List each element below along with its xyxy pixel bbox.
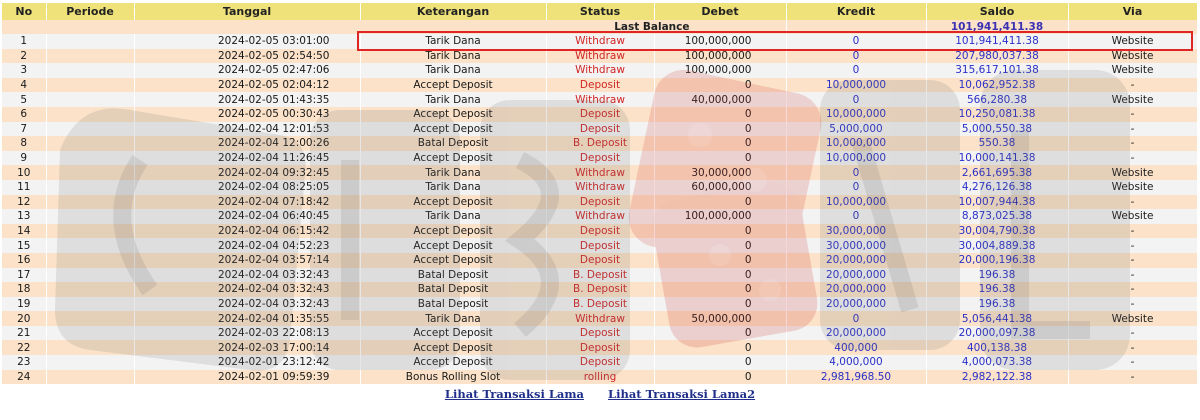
cell-no: 16	[2, 253, 46, 268]
cell-kredit: 20,000,000	[786, 282, 926, 297]
cell-tanggal: 2024-02-04 06:40:45	[134, 209, 360, 224]
cell-tanggal: 2024-02-05 02:54:50	[134, 49, 360, 64]
cell-keterangan: Tarik Dana	[360, 63, 546, 78]
cell-via: -	[1068, 297, 1197, 312]
cell-keterangan: Batal Deposit	[360, 136, 546, 151]
cell-status: Deposit	[546, 238, 654, 253]
cell-saldo: 207,980,037.38	[926, 49, 1068, 64]
cell-tanggal: 2024-02-04 03:57:14	[134, 253, 360, 268]
cell-status: B. Deposit	[546, 297, 654, 312]
cell-debet: 100,000,000	[654, 49, 786, 64]
cell-saldo: 5,056,441.38	[926, 311, 1068, 326]
cell-status: Withdraw	[546, 311, 654, 326]
cell-kredit: 0	[786, 209, 926, 224]
cell-status: Withdraw	[546, 92, 654, 107]
cell-no: 22	[2, 340, 46, 355]
header-keterangan: Keterangan	[360, 3, 546, 20]
last-balance-label: Last Balance	[2, 20, 786, 34]
cell-saldo: 20,000,097.38	[926, 326, 1068, 341]
cell-via: Website	[1068, 165, 1197, 180]
cell-status: rolling	[546, 370, 654, 385]
cell-via: -	[1068, 268, 1197, 283]
cell-periode	[46, 238, 134, 253]
cell-kredit: 10,000,000	[786, 78, 926, 93]
cell-saldo: 10,062,952.38	[926, 78, 1068, 93]
cell-via: Website	[1068, 49, 1197, 64]
cell-no: 9	[2, 151, 46, 166]
cell-status: Deposit	[546, 326, 654, 341]
table-row	[2, 340, 1197, 355]
cell-no: 7	[2, 122, 46, 137]
cell-periode	[46, 282, 134, 297]
cell-no: 14	[2, 224, 46, 239]
cell-keterangan: Tarik Dana	[360, 34, 546, 49]
cell-debet: 0	[654, 355, 786, 370]
cell-debet: 100,000,000	[654, 63, 786, 78]
cell-periode	[46, 224, 134, 239]
cell-via: -	[1068, 370, 1197, 385]
cell-tanggal: 2024-02-04 06:15:42	[134, 224, 360, 239]
cell-periode	[46, 326, 134, 341]
cell-periode	[46, 165, 134, 180]
table-row	[2, 297, 1197, 312]
header-debet: Debet	[654, 3, 786, 20]
cell-saldo: 566,280.38	[926, 92, 1068, 107]
cell-status: Withdraw	[546, 63, 654, 78]
cell-saldo: 550.38	[926, 136, 1068, 151]
cell-kredit: 0	[786, 92, 926, 107]
cell-kredit: 0	[786, 49, 926, 64]
cell-no: 24	[2, 370, 46, 385]
table-row	[2, 78, 1197, 93]
cell-kredit: 4,000,000	[786, 355, 926, 370]
cell-via: -	[1068, 122, 1197, 137]
cell-via: -	[1068, 107, 1197, 122]
cell-periode	[46, 78, 134, 93]
cell-keterangan: Tarik Dana	[360, 49, 546, 64]
cell-periode	[46, 268, 134, 283]
cell-kredit: 30,000,000	[786, 238, 926, 253]
table-row	[2, 253, 1197, 268]
cell-saldo: 30,004,790.38	[926, 224, 1068, 239]
cell-keterangan: Accept Deposit	[360, 151, 546, 166]
cell-debet: 0	[654, 136, 786, 151]
cell-tanggal: 2024-02-03 17:00:14	[134, 340, 360, 355]
cell-kredit: 2,981,968.50	[786, 370, 926, 385]
cell-keterangan: Batal Deposit	[360, 297, 546, 312]
cell-via: Website	[1068, 209, 1197, 224]
cell-no: 15	[2, 238, 46, 253]
cell-via: Website	[1068, 311, 1197, 326]
cell-saldo: 2,661,695.38	[926, 165, 1068, 180]
cell-kredit: 20,000,000	[786, 297, 926, 312]
cell-no: 4	[2, 78, 46, 93]
cell-via: -	[1068, 136, 1197, 151]
table-row	[2, 195, 1197, 210]
cell-via: -	[1068, 340, 1197, 355]
link-lihat-transaksi-lama2[interactable]: Lihat Transaksi Lama2	[608, 387, 756, 401]
cell-status: Withdraw	[546, 209, 654, 224]
table-row	[2, 268, 1197, 283]
cell-tanggal: 2024-02-01 23:12:42	[134, 355, 360, 370]
history-links	[0, 387, 1200, 401]
cell-status: Deposit	[546, 355, 654, 370]
cell-keterangan: Tarik Dana	[360, 180, 546, 195]
cell-tanggal: 2024-02-01 09:59:39	[134, 370, 360, 385]
cell-periode	[46, 340, 134, 355]
cell-kredit: 20,000,000	[786, 268, 926, 283]
table-row	[2, 107, 1197, 122]
cell-tanggal: 2024-02-04 03:32:43	[134, 297, 360, 312]
table-row	[2, 238, 1197, 253]
cell-status: B. Deposit	[546, 282, 654, 297]
cell-periode	[46, 122, 134, 137]
cell-no: 21	[2, 326, 46, 341]
cell-kredit: 0	[786, 180, 926, 195]
cell-periode	[46, 49, 134, 64]
cell-periode	[46, 297, 134, 312]
cell-debet: 0	[654, 297, 786, 312]
cell-keterangan: Accept Deposit	[360, 122, 546, 137]
link-lihat-transaksi-lama[interactable]: Lihat Transaksi Lama	[444, 387, 584, 401]
cell-saldo: 10,000,141.38	[926, 151, 1068, 166]
cell-periode	[46, 136, 134, 151]
cell-via: -	[1068, 78, 1197, 93]
cell-saldo: 101,941,411.38	[926, 34, 1068, 49]
cell-kredit: 10,000,000	[786, 107, 926, 122]
cell-debet: 0	[654, 151, 786, 166]
cell-via: -	[1068, 326, 1197, 341]
cell-periode	[46, 107, 134, 122]
cell-via: -	[1068, 253, 1197, 268]
cell-kredit: 400,000	[786, 340, 926, 355]
cell-periode	[46, 195, 134, 210]
cell-kredit: 5,000,000	[786, 122, 926, 137]
table-row	[2, 355, 1197, 370]
cell-keterangan: Tarik Dana	[360, 165, 546, 180]
cell-kredit: 0	[786, 165, 926, 180]
cell-keterangan: Batal Deposit	[360, 268, 546, 283]
cell-status: Deposit	[546, 340, 654, 355]
cell-debet: 0	[654, 238, 786, 253]
cell-tanggal: 2024-02-05 00:30:43	[134, 107, 360, 122]
cell-status: Withdraw	[546, 49, 654, 64]
cell-periode	[46, 209, 134, 224]
header-kredit: Kredit	[786, 3, 926, 20]
cell-debet: 100,000,000	[654, 209, 786, 224]
cell-saldo: 20,000,196.38	[926, 253, 1068, 268]
cell-no: 3	[2, 63, 46, 78]
cell-keterangan: Tarik Dana	[360, 311, 546, 326]
cell-status: Deposit	[546, 107, 654, 122]
cell-via: Website	[1068, 92, 1197, 107]
cell-kredit: 10,000,000	[786, 151, 926, 166]
cell-status: Deposit	[546, 122, 654, 137]
cell-tanggal: 2024-02-04 08:25:05	[134, 180, 360, 195]
cell-no: 5	[2, 92, 46, 107]
cell-saldo: 4,276,126.38	[926, 180, 1068, 195]
cell-via: -	[1068, 195, 1197, 210]
table-row	[2, 282, 1197, 297]
cell-tanggal: 2024-02-04 03:32:43	[134, 282, 360, 297]
header-saldo: Saldo	[926, 3, 1068, 20]
header-status: Status	[546, 3, 654, 20]
cell-no: 10	[2, 165, 46, 180]
cell-kredit: 20,000,000	[786, 253, 926, 268]
cell-tanggal: 2024-02-04 03:32:43	[134, 268, 360, 283]
cell-no: 2	[2, 49, 46, 64]
cell-via: -	[1068, 355, 1197, 370]
table-row	[2, 180, 1197, 195]
cell-debet: 0	[654, 268, 786, 283]
cell-periode	[46, 311, 134, 326]
cell-via: -	[1068, 151, 1197, 166]
cell-tanggal: 2024-02-04 07:18:42	[134, 195, 360, 210]
cell-via: Website	[1068, 180, 1197, 195]
cell-via: -	[1068, 238, 1197, 253]
cell-status: Withdraw	[546, 165, 654, 180]
cell-debet: 50,000,000	[654, 311, 786, 326]
transaction-table	[2, 3, 1198, 384]
table-row	[2, 151, 1197, 166]
cell-saldo: 8,873,025.38	[926, 209, 1068, 224]
cell-status: Deposit	[546, 195, 654, 210]
cell-no: 17	[2, 268, 46, 283]
cell-keterangan: Accept Deposit	[360, 224, 546, 239]
header-via: Via	[1068, 3, 1197, 20]
cell-saldo: 196.38	[926, 282, 1068, 297]
cell-periode	[46, 92, 134, 107]
cell-status: Withdraw	[546, 180, 654, 195]
table-row	[2, 209, 1197, 224]
header-tanggal: Tanggal	[134, 3, 360, 20]
cell-keterangan: Batal Deposit	[360, 282, 546, 297]
cell-via: -	[1068, 224, 1197, 239]
cell-debet: 40,000,000	[654, 92, 786, 107]
cell-kredit: 0	[786, 63, 926, 78]
cell-tanggal: 2024-02-05 02:47:06	[134, 63, 360, 78]
cell-periode	[46, 253, 134, 268]
table-header-row	[2, 3, 1197, 20]
cell-tanggal: 2024-02-04 11:26:45	[134, 151, 360, 166]
cell-keterangan: Bonus Rolling Slot	[360, 370, 546, 385]
cell-tanggal: 2024-02-05 01:43:35	[134, 92, 360, 107]
cell-saldo: 196.38	[926, 268, 1068, 283]
cell-keterangan: Accept Deposit	[360, 340, 546, 355]
cell-keterangan: Accept Deposit	[360, 238, 546, 253]
cell-debet: 0	[654, 122, 786, 137]
table-row	[2, 63, 1197, 78]
cell-status: B. Deposit	[546, 268, 654, 283]
cell-periode	[46, 180, 134, 195]
cell-via: -	[1068, 282, 1197, 297]
table-row	[2, 136, 1197, 151]
table-row	[2, 311, 1197, 326]
table-row	[2, 122, 1197, 137]
cell-no: 20	[2, 311, 46, 326]
table-row	[2, 326, 1197, 341]
cell-saldo: 2,982,122.38	[926, 370, 1068, 385]
cell-keterangan: Accept Deposit	[360, 195, 546, 210]
cell-status: Deposit	[546, 253, 654, 268]
cell-debet: 0	[654, 253, 786, 268]
cell-periode	[46, 63, 134, 78]
header-periode: Periode	[46, 3, 134, 20]
cell-no: 11	[2, 180, 46, 195]
cell-no: 8	[2, 136, 46, 151]
cell-saldo: 10,250,081.38	[926, 107, 1068, 122]
cell-debet: 0	[654, 370, 786, 385]
cell-kredit: 0	[786, 34, 926, 49]
cell-via: Website	[1068, 63, 1197, 78]
cell-saldo: 5,000,550.38	[926, 122, 1068, 137]
cell-debet: 100,000,000	[654, 34, 786, 49]
highlight-box-row-1	[357, 31, 1193, 51]
cell-debet: 30,000,000	[654, 165, 786, 180]
cell-no: 12	[2, 195, 46, 210]
header-no: No	[2, 3, 46, 20]
cell-debet: 60,000,000	[654, 180, 786, 195]
cell-debet: 0	[654, 340, 786, 355]
cell-no: 18	[2, 282, 46, 297]
cell-keterangan: Accept Deposit	[360, 326, 546, 341]
table-row	[2, 165, 1197, 180]
cell-keterangan: Accept Deposit	[360, 78, 546, 93]
table-row	[2, 370, 1197, 385]
cell-tanggal: 2024-02-05 02:04:12	[134, 78, 360, 93]
cell-tanggal: 2024-02-04 09:32:45	[134, 165, 360, 180]
cell-periode	[46, 151, 134, 166]
cell-saldo: 196.38	[926, 297, 1068, 312]
cell-kredit: 0	[786, 311, 926, 326]
cell-tanggal: 2024-02-04 04:52:23	[134, 238, 360, 253]
cell-kredit: 30,000,000	[786, 224, 926, 239]
cell-keterangan: Accept Deposit	[360, 107, 546, 122]
cell-periode	[46, 370, 134, 385]
cell-keterangan: Accept Deposit	[360, 355, 546, 370]
last-balance-value: 101,941,411.38	[926, 20, 1068, 34]
cell-saldo: 10,007,944.38	[926, 195, 1068, 210]
cell-status: Deposit	[546, 151, 654, 166]
cell-status: Deposit	[546, 78, 654, 93]
cell-debet: 0	[654, 282, 786, 297]
cell-keterangan: Tarik Dana	[360, 209, 546, 224]
table-row	[2, 224, 1197, 239]
cell-debet: 0	[654, 195, 786, 210]
cell-kredit: 10,000,000	[786, 136, 926, 151]
cell-saldo: 30,004,889.38	[926, 238, 1068, 253]
cell-debet: 0	[654, 107, 786, 122]
cell-periode	[46, 355, 134, 370]
table-row	[2, 92, 1197, 107]
cell-keterangan: Tarik Dana	[360, 92, 546, 107]
cell-debet: 0	[654, 326, 786, 341]
cell-tanggal: 2024-02-04 12:00:26	[134, 136, 360, 151]
cell-tanggal: 2024-02-04 01:35:55	[134, 311, 360, 326]
cell-periode	[46, 34, 134, 49]
cell-tanggal: 2024-02-03 22:08:13	[134, 326, 360, 341]
cell-tanggal: 2024-02-04 12:01:53	[134, 122, 360, 137]
cell-saldo: 4,000,073.38	[926, 355, 1068, 370]
cell-saldo: 315,617,101.38	[926, 63, 1068, 78]
cell-keterangan: Accept Deposit	[360, 253, 546, 268]
cell-via: Website	[1068, 34, 1197, 49]
cell-no: 6	[2, 107, 46, 122]
cell-saldo: 400,138.38	[926, 340, 1068, 355]
cell-status: Deposit	[546, 224, 654, 239]
cell-status: Withdraw	[546, 34, 654, 49]
cell-debet: 0	[654, 78, 786, 93]
cell-no: 19	[2, 297, 46, 312]
cell-kredit: 20,000,000	[786, 326, 926, 341]
cell-no: 23	[2, 355, 46, 370]
cell-no: 13	[2, 209, 46, 224]
cell-no: 1	[2, 34, 46, 49]
cell-kredit: 10,000,000	[786, 195, 926, 210]
cell-debet: 0	[654, 224, 786, 239]
cell-tanggal: 2024-02-05 03:01:00	[134, 34, 360, 49]
cell-status: B. Deposit	[546, 136, 654, 151]
